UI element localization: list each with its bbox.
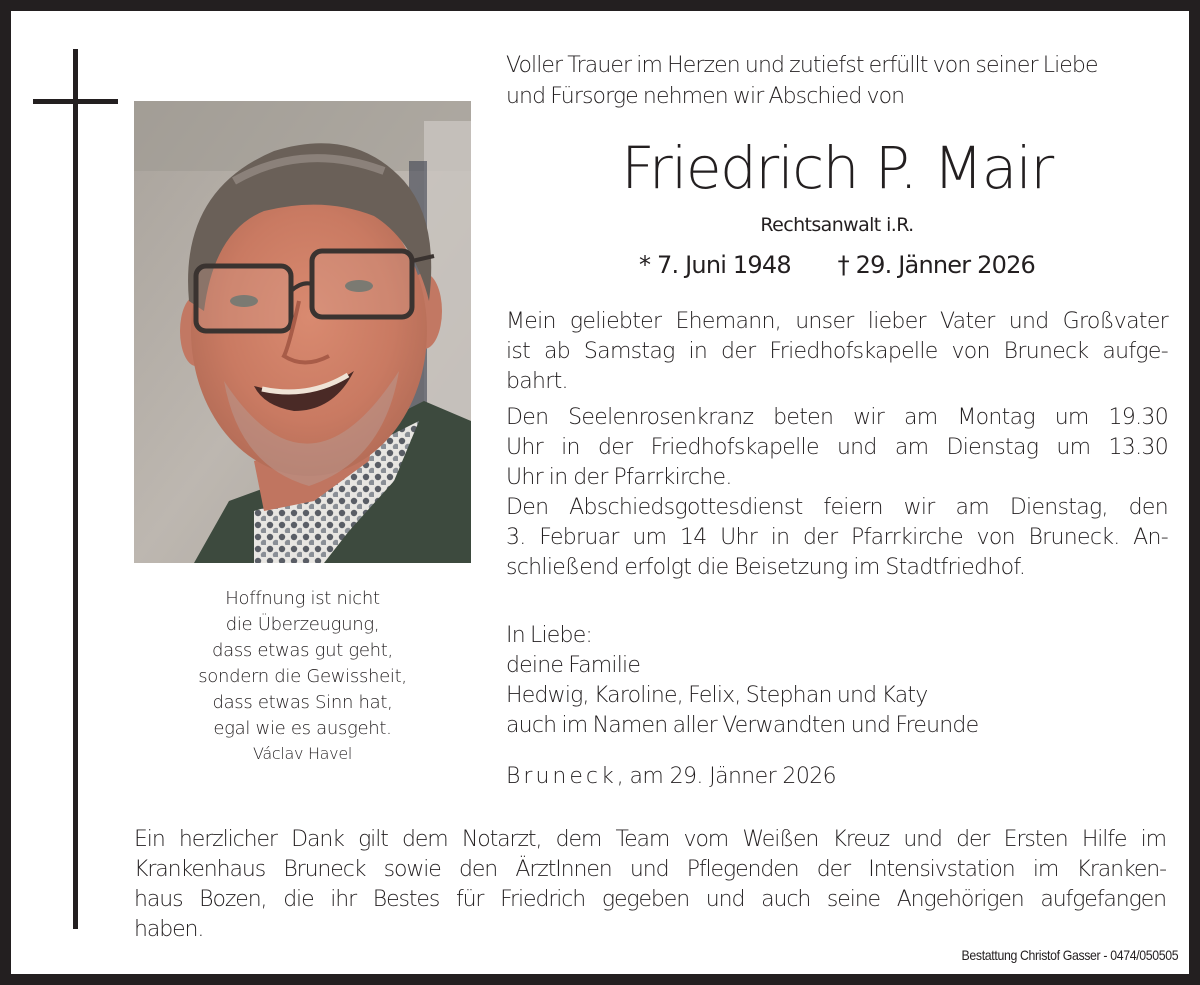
cross-icon-vertical-bar bbox=[73, 49, 78, 929]
quote-line: egal wie es ausgeht. bbox=[213, 718, 392, 739]
memorial-quote bbox=[134, 586, 471, 766]
funeral-details bbox=[506, 307, 1168, 583]
intro-text bbox=[506, 50, 1168, 112]
text-line: schließend erfolgt die Beisetzung im Stadtfriedhof. bbox=[506, 555, 1026, 580]
quote-line: die Überzeugung, bbox=[225, 614, 380, 635]
wake-paragraph bbox=[506, 307, 1168, 397]
text-line: Uhr in der Pfarrkirche. bbox=[506, 465, 732, 490]
place-and-date bbox=[506, 761, 836, 793]
deceased-name: Friedrich P. Mair bbox=[621, 134, 1053, 202]
cross-icon-horizontal-bar bbox=[33, 99, 118, 104]
quote-author: Václav Havel bbox=[252, 744, 353, 763]
place: Bruneck bbox=[506, 764, 617, 789]
quote-line: Hoffnung ist nicht bbox=[225, 588, 380, 609]
death-date: † 29. Jänner 2026 bbox=[837, 251, 1036, 279]
intro-line: und Fürsorge nehmen wir Abschied von bbox=[506, 84, 905, 109]
deceased-profession: Rechtsanwalt i.R. bbox=[760, 214, 914, 236]
intro-line: Voller Trauer im Herzen und zutiefst erfüllt von seiner Liebe bbox=[506, 53, 1098, 78]
quote-line: dass etwas gut geht, bbox=[212, 640, 393, 661]
text-line: 3. Februar um 14 Uhr in der Pfarrkirche von Bruneck. An- bbox=[506, 525, 1168, 550]
signature-line: deine Familie bbox=[506, 653, 641, 678]
birth-date: * 7. Juni 1948 bbox=[638, 251, 791, 279]
thanks-line: Ein herzlicher Dank gilt dem Notarzt, dem Team vom Weißen Kreuz und der Ersten Hilfe im bbox=[134, 827, 1166, 852]
text-line: Uhr in der Friedhofskapelle und am Dienstag um 13.30 bbox=[506, 435, 1168, 460]
date: , am 29. Jänner 2026 bbox=[616, 764, 837, 789]
portrait-photo bbox=[134, 101, 471, 563]
text-line: ist ab Samstag in der Friedhofskapelle von Bruneck aufge- bbox=[506, 339, 1168, 364]
thanks-line: haben. bbox=[134, 917, 204, 942]
text-line: Mein geliebter Ehemann, unser lieber Vater und Großvater bbox=[506, 309, 1168, 334]
signature-line: In Liebe: bbox=[506, 623, 593, 648]
funeral-home-credit: Bestattung Christof Gasser - 0474/050505 bbox=[961, 947, 1178, 963]
signature-line: auch im Namen aller Verwandten und Freunde bbox=[506, 713, 979, 738]
signature-line: Hedwig, Karoline, Felix, Stephan und Katy bbox=[506, 683, 928, 708]
portrait-photo-graphic bbox=[134, 101, 471, 563]
thanks-line: haus Bozen, die ihr Bestes für Friedrich gegeben und auch seine Angehörigen aufgefangen bbox=[134, 887, 1166, 912]
quote-line: sondern die Gewissheit, bbox=[198, 666, 407, 687]
text-line: bahrt. bbox=[506, 369, 568, 394]
text-line: Den Seelenrosenkranz beten wir am Montag um 19.30 bbox=[506, 405, 1168, 430]
text-line: Den Abschiedsgottesdienst feiern wir am Dienstag, den bbox=[506, 495, 1168, 520]
family-signature bbox=[506, 621, 1168, 741]
service-paragraph bbox=[506, 403, 1168, 583]
quote-line: dass etwas Sinn hat, bbox=[212, 692, 393, 713]
acknowledgement bbox=[134, 825, 1166, 945]
life-dates bbox=[506, 248, 1168, 282]
thanks-line: Krankenhaus Bruneck sowie den ÄrztInnen und Pflegenden der Intensivstation im Kranken- bbox=[134, 857, 1166, 882]
